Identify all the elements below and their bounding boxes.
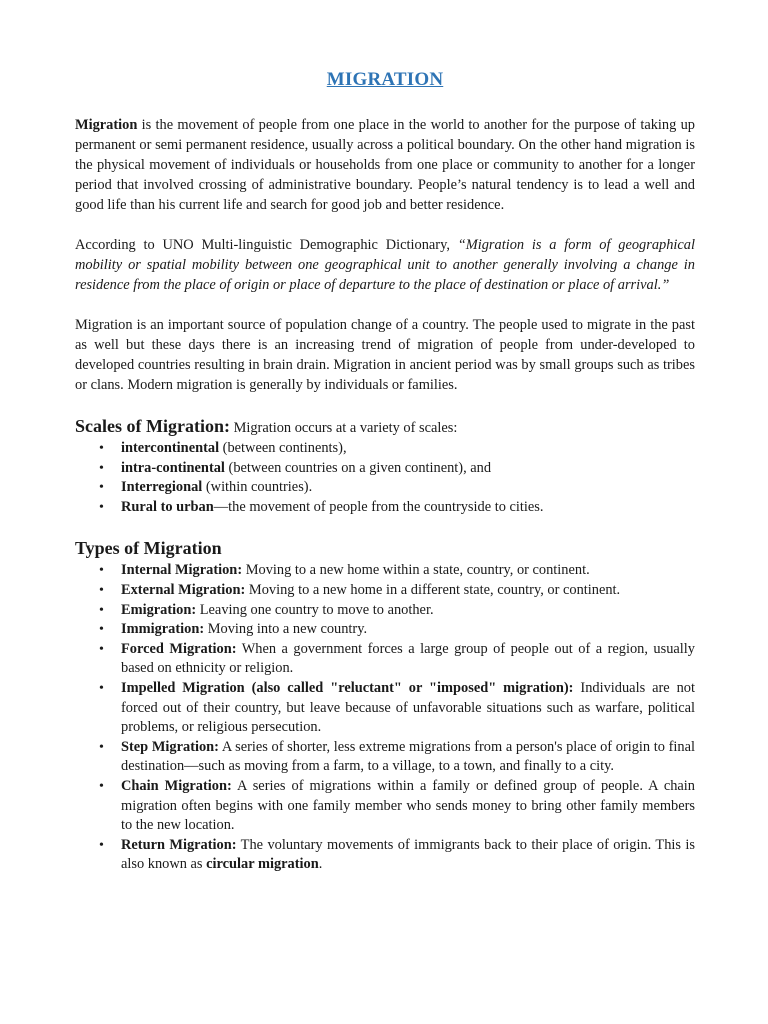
scales-lead: Migration occurs at a variety of scales:	[229, 420, 458, 436]
list-item	[75, 620, 695, 640]
types-heading: Types of Migration	[75, 538, 222, 559]
list-item-term: External Migration:	[121, 581, 246, 598]
types-list	[75, 561, 695, 875]
bullet-icon: •	[99, 460, 104, 476]
bullet-icon: •	[99, 480, 104, 496]
list-item-term: Interregional	[121, 479, 203, 496]
list-item-text: —the movement of people from the countryside to cities.	[213, 498, 544, 515]
bullet-icon: •	[99, 778, 104, 794]
bullet-icon: •	[99, 837, 104, 853]
list-item-term: Forced Migration:	[121, 640, 237, 657]
list-item	[75, 738, 695, 777]
bullet-icon: •	[99, 563, 104, 579]
list-item	[75, 640, 695, 679]
definition-lead: According to UNO Multi-linguistic Demographic Dictionary,	[75, 237, 458, 253]
scales-list	[75, 439, 695, 517]
list-item-text: When a government forces a large group of people out of a region, usually based on ethnicity or religion.	[121, 640, 695, 677]
list-item	[75, 478, 695, 498]
list-item-text: Individuals are not forced out of their country, but leave because of unfavorable situations such as warfare, political problems, or religious persecution.	[121, 679, 695, 736]
bullet-icon: •	[99, 582, 104, 598]
list-item	[75, 581, 695, 601]
list-item-text: Moving to a new home within a state, country, or continent.	[242, 562, 590, 579]
list-item-term: Chain Migration:	[121, 777, 232, 794]
list-item	[75, 498, 695, 518]
list-item-term-2: circular migration	[206, 856, 319, 873]
list-item	[75, 459, 695, 479]
scales-heading-line	[75, 415, 695, 439]
importance-paragraph: Migration is an important source of population change of a country. The people used to migrate in the past as well but these days there is an increasing trend of migration of people from under-developed to developed countries resulting in brain drain. Migration in ancient period was by small groups such as tribes or clans. Modern migration is generally by individuals or families.	[75, 317, 695, 393]
list-item-term: Return Migration:	[121, 836, 237, 853]
definition-quote: “Migration is a form of geographical mobility or spatial mobility between one geographical unit to another generally involving a change in residence from the place of origin or place of departure to the place of destination or place of arrival.”	[75, 237, 695, 293]
list-item	[75, 601, 695, 621]
list-item-text: The voluntary movements of immigrants back to their place of origin. This is also known as	[121, 836, 695, 873]
bullet-icon: •	[99, 441, 104, 456]
list-item	[75, 679, 695, 738]
bullet-icon: •	[99, 622, 104, 638]
list-item-term: Step Migration:	[121, 738, 219, 755]
intro-text: is the movement of people from one place in the world to another for the purpose of taking up permanent or semi permanent residence, usually across a political boundary. On the other hand migration is the physical movement of individuals or households from one place or community to another for a longer period that involved crossing of administrative boundary. People’s natural tendency is to lead a well and good life than his current life and search for good job and better residence.	[75, 117, 695, 213]
intro-term: Migration	[75, 117, 138, 133]
list-item-text: Moving to a new home in a different state, country, or continent.	[245, 581, 621, 598]
bullet-icon: •	[99, 680, 104, 696]
list-item-text: (between countries on a given continent), and	[224, 459, 492, 476]
bullet-icon: •	[99, 602, 104, 618]
document-page	[75, 66, 695, 875]
list-item	[75, 439, 695, 459]
list-item-text: Leaving one country to move to another.	[196, 601, 434, 618]
bullet-icon: •	[99, 499, 104, 515]
list-item-term: intercontinental	[121, 440, 220, 456]
list-item-term: Internal Migration:	[121, 562, 243, 579]
scales-heading: Scales of Migration:	[75, 416, 230, 436]
list-item-text: A series of shorter, less extreme migrations from a person's place of origin to final destination—such as moving from a farm, to a village, to a town, and finally to a city.	[121, 738, 695, 775]
page-title: MIGRATION	[326, 69, 444, 90]
intro-paragraph	[75, 115, 695, 215]
definition-paragraph	[75, 235, 695, 295]
list-item-term: Rural to urban	[121, 498, 214, 515]
list-item-term: Immigration:	[121, 621, 205, 638]
list-item-text: (within countries).	[202, 479, 313, 496]
list-item-term: intra-continental	[121, 459, 225, 476]
bullet-icon: •	[99, 641, 104, 657]
list-item-tail: .	[318, 856, 323, 873]
list-item-text: (between continents),	[219, 440, 347, 456]
list-item-text: Moving into a new country.	[204, 621, 368, 638]
list-item-text: A series of migrations within a family or defined group of people. A chain migration often begins with one family member who sends money to bring other family members to the new location.	[121, 777, 695, 834]
bullet-icon: •	[99, 739, 104, 755]
list-item	[75, 561, 695, 581]
list-item-term: Emigration:	[121, 601, 197, 618]
list-item	[75, 777, 695, 836]
list-item-term: Impelled Migration (also called "reluctant" or "imposed" migration):	[121, 679, 574, 696]
list-item	[75, 836, 695, 875]
